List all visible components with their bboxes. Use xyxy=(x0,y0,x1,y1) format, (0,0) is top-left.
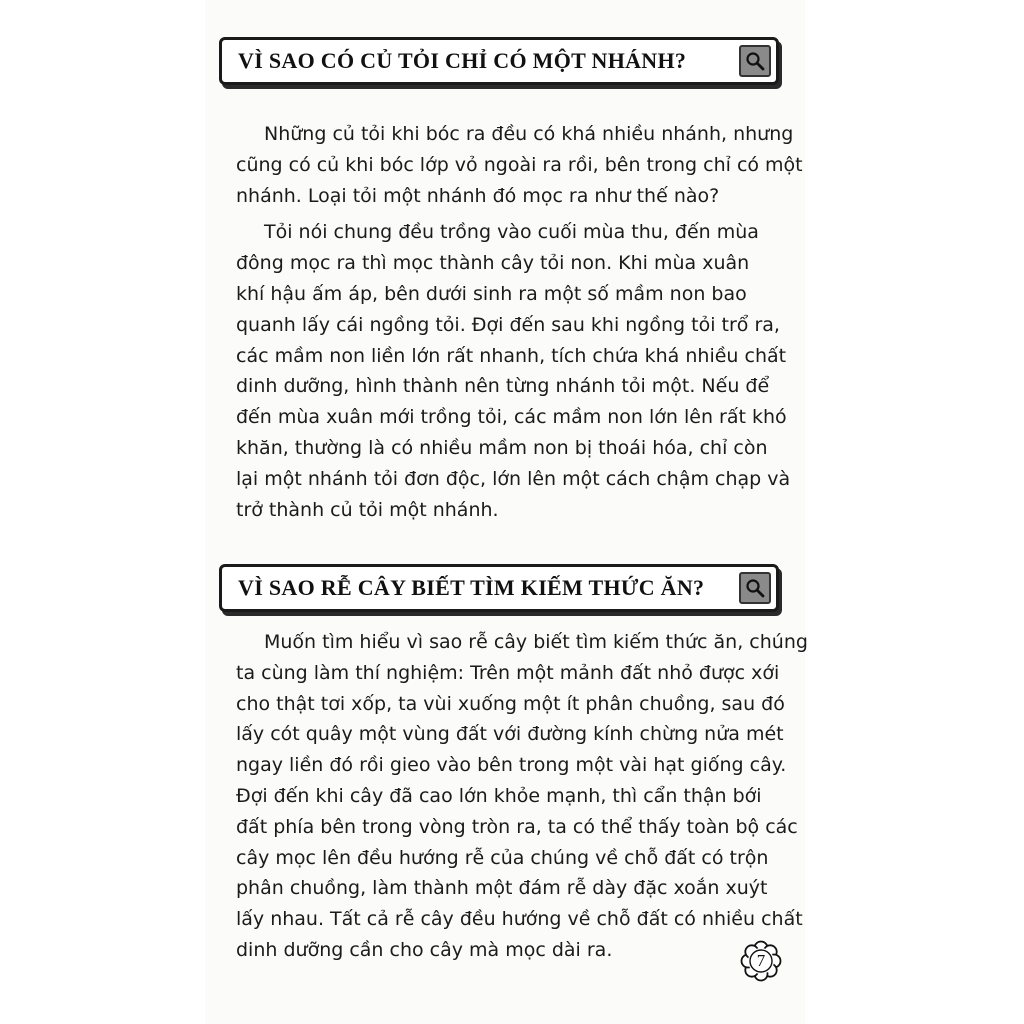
text-line: ngay liền đó rồi gieo vào bên trong một vài hạt giống cây. xyxy=(236,754,787,777)
section-heading-2 xyxy=(219,564,779,612)
search-icon[interactable] xyxy=(739,572,771,604)
text-line: Những củ tỏi khi bóc ra đều có khá nhiều nhánh, nhưng xyxy=(264,123,794,145)
text-line: khăn, thường là có nhiều mầm non bị thoái hóa, chỉ còn xyxy=(236,436,768,459)
text-line: dinh dưỡng cần cho cây mà mọc dài ra. xyxy=(236,938,613,961)
section-title: VÌ SAO CÓ CỦ TỎI CHỈ CÓ MỘT NHÁNH? xyxy=(238,48,687,73)
section-heading-1 xyxy=(219,37,779,85)
section-title: VÌ SAO RỄ CÂY BIẾT TÌM KIẾM THỨC ĂN? xyxy=(238,575,705,600)
text-line: cũng có củ khi bóc lớp vỏ ngoài ra rồi, bên trong chỉ có một xyxy=(236,153,803,176)
text-line: các mầm non liền lớn rất nhanh, tích chứa khá nhiều chất xyxy=(236,344,787,367)
text-line: đất phía bên trong vòng tròn ra, ta có thể thấy toàn bộ các xyxy=(236,815,798,838)
text-line: Muốn tìm hiểu vì sao rễ cây biết tìm kiếm thức ăn, chúng xyxy=(264,631,808,653)
text-line: Tỏi nói chung đều trồng vào cuối mùa thu, đến mùa xyxy=(264,221,759,244)
section-body-2 xyxy=(236,627,808,966)
text-line: Đợi đến khi cây đã cao lớn khỏe mạnh, thì cẩn thận bới xyxy=(236,784,762,807)
text-line: cho thật tơi xốp, ta vùi xuống một ít phân chuồng, sau đó xyxy=(236,692,785,715)
text-line: lại một nhánh tỏi đơn độc, lớn lên một cách chậm chạp và xyxy=(236,467,791,490)
text-line: ta cùng làm thí nghiệm: Trên một mảnh đất nhỏ được xới xyxy=(236,661,780,684)
page-number-badge xyxy=(740,940,782,982)
text-line: cây mọc lên đều hướng rễ của chúng về chỗ đất có trộn xyxy=(236,846,769,869)
text-line: phân chuồng, làm thành một đám rễ dày đặc xoắn xuýt xyxy=(236,877,768,900)
text-line: khí hậu ấm áp, bên dưới sinh ra một số mầm non bao xyxy=(236,282,747,305)
section-body-1 xyxy=(236,119,803,525)
text-line: dinh dưỡng, hình thành nên từng nhánh tỏi một. Nếu để xyxy=(236,375,770,398)
page-number: 7 xyxy=(756,951,766,970)
text-line: đông mọc ra thì mọc thành cây tỏi non. Khi mùa xuân xyxy=(236,252,750,275)
text-line: quanh lấy cái ngồng tỏi. Đợi đến sau khi ngồng tỏi trổ ra, xyxy=(236,313,780,336)
text-line: đến mùa xuân mới trồng tỏi, các mầm non lớn lên rất khó xyxy=(236,406,787,429)
text-line: lấy nhau. Tất cả rễ cây đều hướng về chỗ đất có nhiều chất xyxy=(236,908,803,931)
text-line: lấy cót quây một vùng đất với đường kính chừng nửa mét xyxy=(236,723,784,746)
text-line: nhánh. Loại tỏi một nhánh đó mọc ra như thế nào? xyxy=(236,184,720,207)
search-icon[interactable] xyxy=(739,45,771,77)
text-line: trở thành củ tỏi một nhánh. xyxy=(236,498,499,521)
